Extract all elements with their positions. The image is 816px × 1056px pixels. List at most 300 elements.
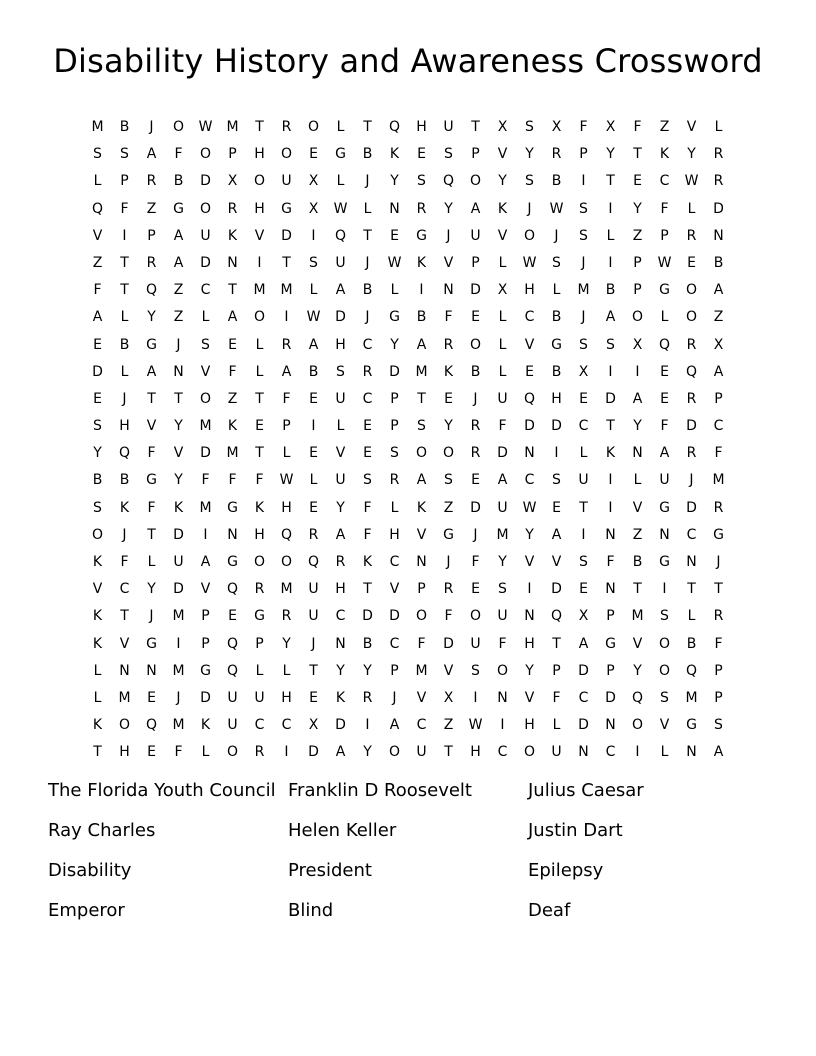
grid-letter: J bbox=[689, 472, 694, 489]
grid-letter: P bbox=[552, 662, 561, 679]
grid-letter: H bbox=[551, 390, 562, 407]
grid-letter: K bbox=[443, 363, 454, 380]
grid-letter: A bbox=[173, 254, 184, 271]
grid-letter: F bbox=[633, 119, 642, 135]
grid-letter: F bbox=[93, 282, 102, 299]
grid-letter: W bbox=[387, 254, 402, 271]
grid-letter: F bbox=[606, 554, 615, 570]
grid-row bbox=[84, 495, 732, 522]
grid-letter: P bbox=[633, 254, 642, 271]
grid-letter: Z bbox=[659, 119, 670, 135]
grid-letter: S bbox=[660, 608, 669, 625]
grid-letter: B bbox=[551, 173, 562, 190]
grid-letter: P bbox=[471, 146, 480, 163]
grid-letter: J bbox=[446, 554, 451, 570]
grid-letter: D bbox=[200, 445, 211, 462]
grid-letter: V bbox=[173, 445, 184, 462]
grid-letter: L bbox=[498, 336, 507, 353]
grid-letter: I bbox=[527, 581, 532, 598]
grid-letter: K bbox=[92, 717, 103, 734]
grid-letter: C bbox=[713, 418, 724, 435]
grid-letter: Y bbox=[525, 526, 534, 543]
grid-letter: I bbox=[365, 717, 370, 734]
grid-letter: J bbox=[554, 227, 559, 244]
grid-letter: J bbox=[716, 554, 721, 570]
grid-letter: L bbox=[93, 689, 102, 706]
grid-letter: Q bbox=[226, 581, 239, 598]
grid-letter: V bbox=[497, 227, 508, 244]
grid-letter: V bbox=[632, 635, 643, 652]
grid-letter: N bbox=[389, 200, 400, 217]
grid-letter: Y bbox=[606, 146, 615, 163]
grid-letter: C bbox=[524, 472, 535, 489]
grid-letter: D bbox=[470, 282, 481, 299]
grid-letter: I bbox=[608, 499, 613, 516]
grid-letter: O bbox=[415, 608, 428, 625]
grid-letter: S bbox=[444, 472, 453, 489]
grid-letter: E bbox=[687, 254, 696, 271]
grid-letter: Y bbox=[444, 200, 453, 217]
grid-row bbox=[84, 440, 732, 467]
grid-letter: L bbox=[552, 282, 561, 299]
grid-letter: G bbox=[146, 336, 157, 353]
word-list-item: Ray Charles bbox=[48, 820, 156, 841]
grid-row bbox=[84, 685, 732, 712]
grid-row bbox=[84, 603, 732, 630]
grid-letter: W bbox=[306, 309, 321, 326]
grid-letter: P bbox=[660, 227, 669, 244]
grid-letter: W bbox=[279, 472, 294, 489]
grid-letter: X bbox=[551, 119, 562, 135]
grid-letter: Y bbox=[525, 146, 534, 163]
grid-letter: G bbox=[443, 526, 454, 543]
grid-letter: F bbox=[120, 200, 129, 217]
grid-letter: L bbox=[390, 499, 399, 516]
grid-letter: E bbox=[255, 418, 264, 435]
grid-letter: S bbox=[498, 581, 507, 598]
grid-letter: J bbox=[473, 390, 478, 407]
grid-letter: Y bbox=[498, 554, 507, 570]
grid-letter: U bbox=[659, 472, 670, 489]
grid-letter: Q bbox=[658, 336, 671, 353]
grid-letter: D bbox=[92, 363, 103, 380]
grid-letter: Y bbox=[444, 418, 453, 435]
grid-letter: O bbox=[469, 608, 482, 625]
grid-letter: J bbox=[149, 119, 154, 135]
grid-letter: D bbox=[173, 581, 184, 598]
grid-letter: I bbox=[284, 309, 289, 326]
grid-letter: V bbox=[443, 254, 454, 271]
grid-letter: Y bbox=[147, 581, 156, 598]
grid-letter: L bbox=[201, 309, 210, 326]
grid-letter: M bbox=[172, 662, 185, 679]
grid-letter: L bbox=[120, 309, 129, 326]
grid-letter: M bbox=[415, 662, 428, 679]
grid-letter: W bbox=[522, 499, 537, 516]
grid-letter: J bbox=[365, 254, 370, 271]
grid-letter: P bbox=[390, 662, 399, 679]
grid-letter: L bbox=[255, 336, 264, 353]
grid-letter: R bbox=[254, 581, 265, 598]
grid-letter: S bbox=[309, 254, 318, 271]
grid-letter: E bbox=[579, 390, 588, 407]
grid-letter: Q bbox=[523, 390, 536, 407]
grid-letter: U bbox=[497, 499, 508, 516]
grid-letter: O bbox=[469, 173, 482, 190]
grid-letter: B bbox=[416, 309, 427, 326]
grid-letter: E bbox=[390, 227, 399, 244]
grid-letter: D bbox=[713, 200, 724, 217]
word-list-item: Justin Dart bbox=[528, 820, 623, 841]
grid-letter: B bbox=[605, 282, 616, 299]
grid-letter: T bbox=[174, 390, 183, 407]
grid-letter: F bbox=[363, 526, 372, 543]
grid-letter: L bbox=[660, 744, 669, 761]
grid-letter: B bbox=[119, 336, 130, 353]
grid-letter: T bbox=[579, 499, 588, 516]
grid-letter: L bbox=[255, 662, 264, 679]
grid-letter: U bbox=[281, 173, 292, 190]
grid-letter: P bbox=[201, 635, 210, 652]
grid-letter: W bbox=[333, 200, 348, 217]
grid-letter: A bbox=[335, 282, 346, 299]
grid-letter: G bbox=[146, 472, 157, 489]
grid-letter: O bbox=[523, 744, 536, 761]
grid-letter: I bbox=[608, 254, 613, 271]
grid-letter: N bbox=[335, 635, 346, 652]
grid-letter: B bbox=[362, 282, 373, 299]
grid-letter: H bbox=[119, 418, 130, 435]
grid-letter: S bbox=[606, 336, 615, 353]
grid-letter: Q bbox=[388, 119, 401, 135]
grid-letter: M bbox=[226, 445, 239, 462]
word-list-item: Emperor bbox=[48, 900, 125, 921]
word-list-item: Julius Caesar bbox=[528, 780, 644, 801]
grid-letter: Q bbox=[442, 173, 455, 190]
page-title: Disability History and Awareness Crossword bbox=[53, 42, 763, 80]
grid-letter: R bbox=[146, 173, 157, 190]
grid-letter: V bbox=[443, 662, 454, 679]
grid-letter: H bbox=[281, 689, 292, 706]
grid-letter: S bbox=[714, 717, 723, 734]
grid-letter: D bbox=[524, 418, 535, 435]
grid-letter: K bbox=[200, 717, 211, 734]
grid-letter: S bbox=[93, 146, 102, 163]
grid-letter: O bbox=[172, 119, 185, 135]
grid-letter: F bbox=[417, 635, 426, 652]
grid-letter: P bbox=[201, 608, 210, 625]
word-list bbox=[48, 778, 768, 938]
grid-letter: P bbox=[417, 581, 426, 598]
grid-letter: Y bbox=[174, 472, 183, 489]
grid-letter: S bbox=[525, 173, 534, 190]
grid-letter: J bbox=[176, 336, 181, 353]
grid-letter: N bbox=[146, 662, 157, 679]
grid-letter: A bbox=[578, 635, 589, 652]
grid-letter: C bbox=[389, 635, 400, 652]
grid-letter: O bbox=[199, 390, 212, 407]
grid-letter: L bbox=[714, 119, 723, 135]
grid-letter: L bbox=[660, 309, 669, 326]
grid-letter: M bbox=[172, 608, 185, 625]
grid-letter: I bbox=[500, 717, 505, 734]
grid-letter: N bbox=[659, 526, 670, 543]
grid-letter: F bbox=[255, 472, 264, 489]
grid-letter: E bbox=[309, 146, 318, 163]
grid-letter: D bbox=[308, 744, 319, 761]
grid-letter: L bbox=[255, 363, 264, 380]
grid-letter: K bbox=[92, 635, 103, 652]
grid-letter: E bbox=[228, 336, 237, 353]
grid-letter: S bbox=[579, 336, 588, 353]
grid-letter: N bbox=[605, 581, 616, 598]
grid-letter: L bbox=[579, 445, 588, 462]
grid-letter: I bbox=[608, 200, 613, 217]
grid-letter: A bbox=[335, 526, 346, 543]
grid-letter: G bbox=[659, 282, 670, 299]
grid-letter: O bbox=[658, 662, 671, 679]
grid-letter: B bbox=[713, 254, 724, 271]
grid-letter: C bbox=[686, 526, 697, 543]
grid-letter: D bbox=[173, 526, 184, 543]
grid-letter: Y bbox=[390, 336, 399, 353]
grid-letter: N bbox=[443, 282, 454, 299]
grid-letter: Q bbox=[118, 445, 131, 462]
grid-letter: P bbox=[579, 146, 588, 163]
grid-letter: N bbox=[497, 689, 508, 706]
grid-row bbox=[84, 522, 732, 549]
grid-letter: E bbox=[417, 146, 426, 163]
grid-letter: P bbox=[390, 418, 399, 435]
grid-letter: A bbox=[497, 472, 508, 489]
grid-letter: D bbox=[686, 499, 697, 516]
grid-letter: O bbox=[685, 282, 698, 299]
grid-letter: Y bbox=[498, 173, 507, 190]
grid-letter: N bbox=[227, 526, 238, 543]
grid-letter: U bbox=[308, 581, 319, 598]
grid-letter: S bbox=[552, 472, 561, 489]
grid-letter: Y bbox=[687, 146, 696, 163]
grid-letter: D bbox=[686, 418, 697, 435]
grid-letter: G bbox=[713, 526, 724, 543]
grid-letter: I bbox=[176, 635, 181, 652]
grid-letter: S bbox=[363, 472, 372, 489]
grid-letter: O bbox=[631, 717, 644, 734]
grid-letter: Y bbox=[633, 662, 642, 679]
word-list-item: Blind bbox=[288, 900, 334, 921]
grid-letter: T bbox=[633, 581, 642, 598]
grid-letter: A bbox=[308, 336, 319, 353]
grid-letter: O bbox=[253, 173, 266, 190]
grid-letter: W bbox=[657, 254, 672, 271]
grid-letter: U bbox=[308, 608, 319, 625]
grid-letter: I bbox=[554, 445, 559, 462]
grid-letter: M bbox=[172, 717, 185, 734]
grid-letter: T bbox=[120, 254, 129, 271]
grid-letter: G bbox=[605, 635, 616, 652]
grid-letter: M bbox=[496, 526, 509, 543]
grid-letter: U bbox=[470, 635, 481, 652]
grid-letter: T bbox=[687, 581, 696, 598]
grid-letter: C bbox=[416, 717, 427, 734]
grid-letter: U bbox=[335, 390, 346, 407]
grid-letter: K bbox=[497, 200, 508, 217]
grid-letter: J bbox=[122, 390, 127, 407]
grid-letter: X bbox=[632, 336, 643, 353]
grid-letter: A bbox=[281, 363, 292, 380]
grid-letter: X bbox=[308, 200, 319, 217]
grid-letter: K bbox=[605, 445, 616, 462]
grid-letter: I bbox=[284, 744, 289, 761]
grid-letter: C bbox=[254, 717, 265, 734]
grid-letter: A bbox=[416, 472, 427, 489]
grid-letter: V bbox=[524, 554, 535, 570]
grid-letter: R bbox=[551, 146, 562, 163]
grid-letter: E bbox=[471, 309, 480, 326]
grid-letter: E bbox=[309, 689, 318, 706]
grid-letter: E bbox=[552, 499, 561, 516]
grid-row bbox=[84, 467, 732, 494]
grid-letter: O bbox=[118, 717, 131, 734]
grid-row bbox=[84, 359, 732, 386]
grid-letter: D bbox=[470, 499, 481, 516]
grid-letter: L bbox=[201, 744, 210, 761]
grid-letter: R bbox=[308, 526, 319, 543]
grid-letter: S bbox=[417, 418, 426, 435]
grid-letter: C bbox=[578, 689, 589, 706]
grid-letter: S bbox=[525, 119, 534, 135]
grid-letter: D bbox=[443, 635, 454, 652]
grid-row bbox=[84, 413, 732, 440]
grid-letter: E bbox=[309, 499, 318, 516]
grid-letter: M bbox=[199, 418, 212, 435]
grid-letter: P bbox=[714, 390, 723, 407]
grid-letter: G bbox=[416, 227, 427, 244]
grid-letter: Y bbox=[390, 173, 399, 190]
grid-letter: B bbox=[92, 472, 103, 489]
grid-letter: C bbox=[200, 282, 211, 299]
grid-letter: A bbox=[659, 445, 670, 462]
grid-row bbox=[84, 658, 732, 685]
grid-letter: S bbox=[120, 146, 129, 163]
grid-letter: J bbox=[365, 173, 370, 190]
grid-letter: H bbox=[470, 744, 481, 761]
grid-letter: T bbox=[633, 146, 642, 163]
grid-letter: I bbox=[635, 744, 640, 761]
grid-letter: A bbox=[200, 554, 211, 570]
grid-letter: F bbox=[714, 445, 723, 462]
grid-letter: K bbox=[254, 499, 265, 516]
grid-letter: R bbox=[146, 254, 157, 271]
grid-letter: K bbox=[659, 146, 670, 163]
grid-letter: O bbox=[253, 309, 266, 326]
grid-letter: Q bbox=[307, 554, 320, 570]
grid-letter: Z bbox=[632, 526, 643, 543]
grid-letter: C bbox=[335, 608, 346, 625]
grid-letter: H bbox=[416, 119, 427, 135]
grid-letter: Y bbox=[336, 662, 345, 679]
grid-letter: U bbox=[578, 472, 589, 489]
grid-letter: Y bbox=[93, 445, 102, 462]
grid-letter: Z bbox=[443, 499, 454, 516]
grid-letter: J bbox=[149, 608, 154, 625]
grid-letter: T bbox=[309, 662, 318, 679]
grid-letter: A bbox=[713, 363, 724, 380]
grid-letter: C bbox=[605, 744, 616, 761]
grid-letter: K bbox=[389, 146, 400, 163]
grid-letter: S bbox=[552, 254, 561, 271]
grid-letter: D bbox=[362, 608, 373, 625]
grid-letter: U bbox=[200, 227, 211, 244]
grid-letter: R bbox=[686, 390, 697, 407]
grid-letter: I bbox=[635, 363, 640, 380]
grid-letter: G bbox=[173, 200, 184, 217]
grid-letter: K bbox=[119, 499, 130, 516]
grid-letter: G bbox=[146, 635, 157, 652]
grid-letter: L bbox=[498, 254, 507, 271]
grid-letter: I bbox=[608, 472, 613, 489]
grid-row bbox=[84, 739, 732, 766]
grid-letter: D bbox=[551, 581, 562, 598]
grid-letter: S bbox=[444, 146, 453, 163]
grid-letter: P bbox=[606, 662, 615, 679]
grid-letter: E bbox=[93, 336, 102, 353]
grid-letter: J bbox=[527, 200, 532, 217]
grid-letter: T bbox=[282, 254, 291, 271]
grid-letter: A bbox=[416, 336, 427, 353]
grid-letter: E bbox=[147, 744, 156, 761]
grid-letter: C bbox=[281, 717, 292, 734]
grid-row bbox=[84, 196, 732, 223]
grid-letter: L bbox=[606, 227, 615, 244]
grid-letter: X bbox=[443, 689, 454, 706]
grid-letter: K bbox=[173, 499, 184, 516]
grid-letter: O bbox=[415, 445, 428, 462]
grid-letter: S bbox=[93, 499, 102, 516]
grid-letter: W bbox=[522, 254, 537, 271]
grid-letter: Q bbox=[685, 662, 698, 679]
grid-letter: R bbox=[470, 418, 481, 435]
grid-letter: K bbox=[335, 689, 346, 706]
grid-letter: R bbox=[335, 554, 346, 570]
grid-letter: Q bbox=[145, 717, 158, 734]
grid-letter: G bbox=[227, 554, 238, 570]
grid-letter: T bbox=[120, 282, 129, 299]
grid-letter: H bbox=[524, 635, 535, 652]
grid-letter: Y bbox=[147, 309, 156, 326]
grid-letter: J bbox=[311, 635, 316, 652]
grid-letter: U bbox=[497, 608, 508, 625]
grid-letter: V bbox=[659, 717, 670, 734]
grid-letter: O bbox=[469, 336, 482, 353]
grid-letter: Y bbox=[633, 200, 642, 217]
grid-row bbox=[84, 114, 732, 141]
grid-letter: U bbox=[497, 390, 508, 407]
grid-letter: B bbox=[686, 635, 697, 652]
grid-letter: Z bbox=[632, 227, 643, 244]
grid-letter: D bbox=[578, 717, 589, 734]
grid-letter: J bbox=[365, 309, 370, 326]
grid-letter: K bbox=[92, 554, 103, 570]
grid-letter: D bbox=[389, 608, 400, 625]
grid-letter: L bbox=[687, 608, 696, 625]
grid-letter: E bbox=[363, 445, 372, 462]
grid-letter: E bbox=[309, 445, 318, 462]
grid-letter: P bbox=[633, 282, 642, 299]
grid-letter: G bbox=[227, 499, 238, 516]
grid-letter: S bbox=[660, 689, 669, 706]
word-list-item: Disability bbox=[48, 860, 132, 881]
